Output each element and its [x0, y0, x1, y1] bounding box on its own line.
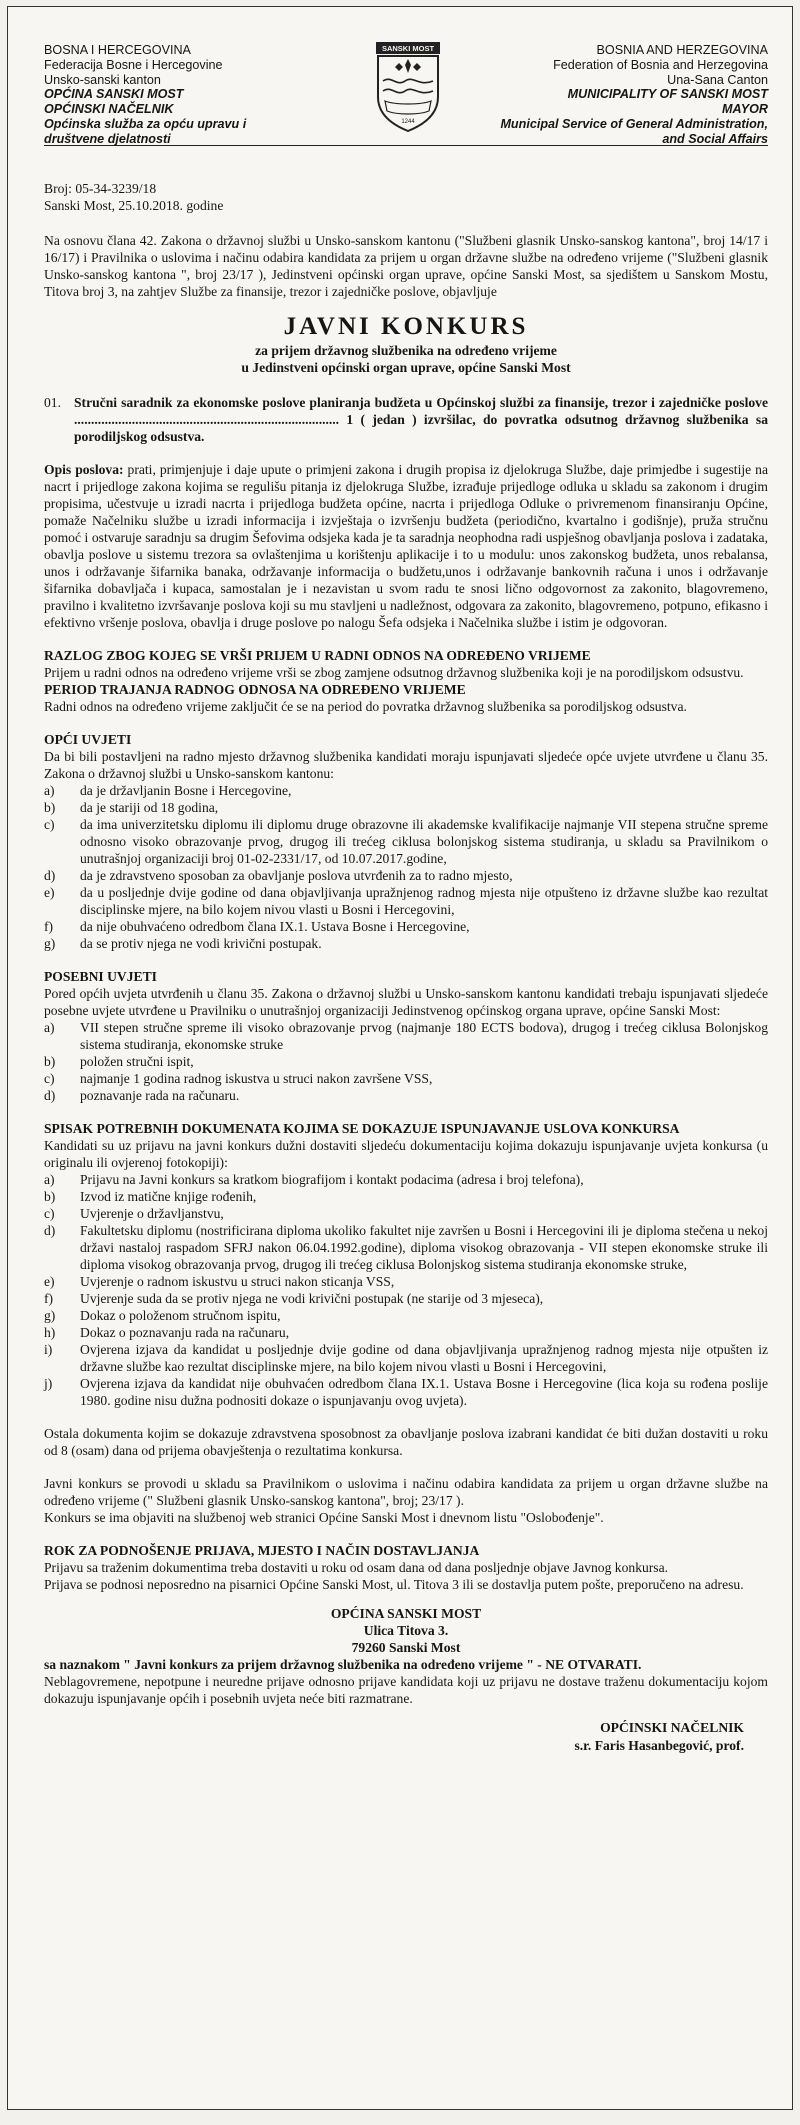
list-item: [44, 1205, 768, 1222]
list-item-text: VII stepen stručne spreme ili visoko obrazovanje prvog (najmanje 180 ECTS bodova), drugog i trećeg ciklusa Bolonjskog sistema studiranja, ekonomske struke: [80, 1020, 768, 1052]
deadline-text: Prijavu sa traženim dokumentima treba dostaviti u roku od osam dana od dana posljednje objave Javnog konkursa.: [44, 1560, 669, 1575]
header-line: MUNICIPALITY OF SANSKI MOST: [567, 87, 768, 102]
list-item-text: Prijavu na Javni konkurs sa kratkom biografijom i kontakt podacima (adresa i broj telefona),: [80, 1172, 584, 1187]
header-line: BOSNIA AND HERZEGOVINA: [596, 43, 768, 57]
header-line: OPĆINSKI NAČELNIK: [44, 102, 174, 117]
document-page: [7, 6, 793, 2110]
list-item-text: Izvod iz matične knjige rođenih,: [80, 1189, 257, 1204]
list-marker: c): [44, 817, 55, 832]
list-item-text: položen stručni ispit,: [80, 1054, 194, 1069]
list-marker: a): [44, 1172, 55, 1187]
list-marker: b): [44, 800, 56, 815]
letterhead-left: [44, 43, 246, 147]
closing-note: Neblagovremene, nepotpune i neuredne prijave odnosno prijave kandidata koji uz prijavu ne dostave traženu dokumentaciju kojom dokazuju ispunjavanje općih i posebnih uvjeta neće biti razmatrane.: [44, 1674, 768, 1706]
subtitle-line: za prijem državnog službenika na određeno vrijeme: [255, 343, 557, 358]
header-line: društvene djelatnosti: [44, 131, 171, 146]
period-heading: PERIOD TRAJANJA RADNOG ODNOSA NA ODREĐENO VRIJEME: [44, 682, 466, 697]
list-item: [44, 799, 768, 816]
header-line: OPĆINA SANSKI MOST: [44, 87, 184, 102]
reference-number: Broj: 05-34-3239/18: [44, 181, 157, 196]
list-item-text: Dokaz o poznavanju rada na računaru,: [80, 1325, 290, 1340]
header-line: Općinska služba za opću upravu i: [44, 116, 247, 131]
list-item-text: Fakultetsku diplomu (nostrificirana diploma ukoliko fakultet nije završen u Bosni i Hercegovini ili je diploma stečena u nekoj državi nastaloj raspadom SFRJ nakon 06.04.1992.godine), diploma visokog obrazovanja - VII stepen ekonomske struke ili diploma visokog obrazovanja prvog, drugog ili trećeg ciklusa Bolonjskog sistema studiranja ekonomske struke,: [80, 1223, 768, 1272]
list-marker: f): [44, 919, 54, 934]
letterhead-right: [500, 43, 768, 147]
list-item: [44, 935, 768, 952]
list-item: [44, 1341, 768, 1375]
list-item: [44, 1171, 768, 1188]
job-description-label: Opis poslova:: [44, 462, 124, 477]
address-line: OPĆINA SANSKI MOST: [330, 1606, 482, 1621]
list-marker: d): [44, 868, 56, 883]
signature-block: [44, 1719, 768, 1755]
list-marker: d): [44, 1088, 56, 1103]
address-line: 79260 Sanski Most: [351, 1640, 461, 1655]
header-line: Unsko-sanski kanton: [44, 72, 161, 87]
header-line: and Social Affairs: [662, 131, 768, 146]
submission-text: Prijava se podnosi neposredno na pisarnici Općine Sanski Most, ul. Titova 3 ili se dostavlja putem pošte, preporučeno na adresu.: [44, 1577, 744, 1592]
document-date: Sanski Most, 25.10.2018. godine: [44, 198, 224, 213]
general-conditions-list: [44, 782, 768, 952]
header-line: Municipal Service of General Administration,: [500, 116, 768, 131]
signatory-name: s.r. Faris Hasanbegović, prof.: [574, 1738, 744, 1753]
header-line: Federation of Bosnia and Herzegovina: [553, 57, 768, 72]
list-item-text: Uvjerenje suda da se protiv njega ne vodi krivični postupak (ne starije od 3 mjeseca),: [80, 1291, 544, 1306]
list-marker: f): [44, 1291, 54, 1306]
list-marker: a): [44, 783, 55, 798]
list-marker: b): [44, 1054, 56, 1069]
envelope-marking: sa naznakom " Javni konkurs za prijem državnog službenika na određeno vrijeme " - NE OTVARATI.: [44, 1657, 642, 1672]
list-item: [44, 1019, 768, 1053]
list-marker: h): [44, 1325, 56, 1340]
list-item: [44, 1375, 768, 1409]
deadline-heading: ROK ZA PODNOŠENJE PRIJAVA, MJESTO I NAČIN DOSTAVLJANJA: [44, 1543, 480, 1558]
list-marker: j): [44, 1376, 53, 1391]
list-item: [44, 1324, 768, 1341]
special-conditions-intro: Pored općih uvjeta utvrđenih u članu 35. Zakona o državnoj službi u Unsko-sanskom kantonu kandidati trebaju ispunjavati sljedeće posebne uvjete utvrđene u Pravilniku o unutrašnjoj organizaciji Jedinstvenog općinskog organa uprave, općine Sanski Most:: [44, 986, 768, 1018]
list-item: [44, 1087, 768, 1104]
list-item: [44, 1070, 768, 1087]
special-conditions-heading: POSEBNI UVJETI: [44, 969, 157, 984]
period-text: Radni odnos na određeno vrijeme zaključit će se na period do povratka državnog službenika sa porodiljskog odsustva.: [44, 699, 687, 714]
list-item: [44, 1273, 768, 1290]
crest-year: 1244: [401, 119, 415, 125]
list-item-text: Dokaz o položenom stručnom ispitu,: [80, 1308, 281, 1323]
regulation-note: Javni konkurs se provodi u skladu sa Pravilnikom o uslovima i načinu odabira kandidata za prijem u organ državne službe na određeno vrijeme (" Službeni glasnik Unsko-sanskog kantona", broj; 23/17 ).: [44, 1476, 768, 1508]
list-marker: d): [44, 1223, 56, 1238]
header-line: BOSNA I HERCEGOVINA: [44, 43, 191, 57]
documents-intro: Kandidati su uz prijavu na javni konkurs dužni dostaviti sljedeću dokumentaciju kojima dokazuju ispunjavanje uvjeta konkursa (u originalu ili ovjerenoj fotokopiji):: [44, 1138, 768, 1170]
crest-label: SANSKI MOST: [381, 44, 435, 53]
list-item: [44, 1053, 768, 1070]
list-item-text: Ovjerena izjava da kandidat nije obuhvaćen odredbom člana IX.1. Ustava Bosne i Hercegovine (lica koja su rođena poslije 1980. godine nisu dužna podnositi dokaze o ispunjavanju ovog uvjeta).: [80, 1376, 768, 1408]
job-description-text: prati, primjenjuje i daje upute o primjeni zakona i drugih propisa iz djelokruga Službe, daje primjedbe i sugestije na nacrt i prijedloge zakona kojima se regulišu pitanja iz djelokruga Službe, izrađuje prijedloge odluka u skladu sa zakonom i drugim propisima, učestvuje u izradi nacrta i prijedloga budžeta općine, nacrta i prijedloga Odluke o privremenom finansiranju Općine, pomaže Načelniku službe u izradi informacija i izvještaja o izvršenju budžeta (periodično, kvartalno i godišnje), pruža stručnu pomoć i ostvaruje saradnju sa drugim Šefovima odsjeka kada je ta saradnja neophodna radi uspješnog obavljanja poslova i zadataka, obavlja poslove u sistemu trezora sa ovlaštenjima u korištenju aplikacije i to u modulu: unos zakonskog budžeta, unos rebalansa, unos i održavanje šifarnika banaka, održavanje informacija o budžetu,unos i održavanje bankovnih računa i unos i održavanje šifarnika dobavljača i kupaca, samostalan je i nezavistan u svom radu te snosi lično odgovornost za zakonito, blagovremeno, pravilno i kvalitetno izvršavanje poslova koji su mu stavljeni u nadležnost, odgovara za zakonito, blagovremeno, potpuno, efikasno i efektivno vršenje poslova, obavlja i druge poslove po nalogu Šefa odsjeka i Načelnika službe i istim je odgovoran.: [44, 462, 768, 630]
signatory-title: OPĆINSKI NAČELNIK: [600, 1720, 744, 1735]
list-item-text: poznavanje rada na računaru.: [80, 1088, 240, 1103]
list-item-text: da je zdravstveno sposoban za obavljanje poslova utvrđenih za to radno mjesto,: [80, 868, 513, 883]
header-line: Una-Sana Canton: [667, 72, 768, 87]
list-item-text: da se protiv njega ne vodi krivični postupak.: [80, 936, 322, 951]
document-body: [44, 180, 768, 1755]
document-meta: [44, 180, 768, 214]
list-item-text: Ovjerena izjava da kandidat u posljednje dvije godine od dana objavljivanja upražnjenog radnog mjesta nije otpušten iz državne službe kao rezultat disciplinske mjere, na bilo kojem nivou vlasti u Bosni i Hercegovini,: [80, 1342, 768, 1374]
intro-paragraph: Na osnovu člana 42. Zakona o državnoj službi u Unsko-sanskom kantonu ("Službeni glasnik Unsko-sanskog kantona", broj 14/17 i 16/17) i Pravilnika o uslovima i načinu odabira kandidata za prijem u organ državne službe na određeno vrijeme ("Službeni glasnik Unsko-sanskog kantona ", broj 23/17 ), Jedinstveni općinski organ uprave, općine Sanski Most, sa sjedištem u Sanskom Mostu, Titova broj 3, na zahtjev Službe za finansije, trezor i zajedničke poslove, objavljuje: [44, 233, 768, 299]
address-line: Ulica Titova 3.: [363, 1623, 449, 1638]
list-item: [44, 816, 768, 867]
list-marker: a): [44, 1020, 55, 1035]
list-item-text: da je stariji od 18 godina,: [80, 800, 219, 815]
list-item: [44, 782, 768, 799]
header-line: MAYOR: [722, 102, 768, 117]
position-entry: [44, 394, 768, 445]
list-item: [44, 884, 768, 918]
list-item-text: najmanje 1 godina radnog iskustva u struci nakon završene VSS,: [80, 1071, 433, 1086]
position-title: Stručni saradnik za ekonomske poslove planiranja budžeta u Općinskoj službi za finansije, trezor i zajedničke poslove .............................................................................. 1 ( jedan ) izvršilac, do povratka odsutnog državnog službenika sa porodiljskog odsustva.: [74, 395, 768, 444]
list-marker: c): [44, 1071, 55, 1086]
job-description: [44, 461, 768, 631]
document-title: JAVNI KONKURS: [283, 313, 529, 340]
list-item-text: da ima univerzitetsku diplomu ili diplomu druge obrazovne ili akademske kvalifikacije najmanje VII stepena stručne spreme odnosno visoko obrazovanje prvog, drugog ili trećeg ciklusa bolonjskog sistema studiranja, u skladu sa Pravilnikom o unutrašnjoj organizaciji broj 01-02-2331/17, od 10.07.2017.godine,: [80, 817, 768, 866]
list-item: [44, 1307, 768, 1324]
reason-text: Prijem u radni odnos na određeno vrijeme vrši se zbog zamjene odsutnog državnog službenika koji je na porodiljskom odsustvu.: [44, 665, 744, 680]
list-marker: g): [44, 1308, 56, 1323]
list-item: [44, 1222, 768, 1273]
publication-note: Konkurs se ima objaviti na službenoj web stranici Općine Sanski Most i dnevnom listu "Oslobođenje".: [44, 1510, 604, 1525]
list-item-text: da je državljanin Bosne i Hercegovine,: [80, 783, 292, 798]
list-item: [44, 867, 768, 884]
subtitle-line: u Jedinstveni općinski organ uprave, općine Sanski Most: [241, 360, 571, 375]
list-marker: c): [44, 1206, 55, 1221]
list-marker: i): [44, 1342, 53, 1357]
documents-heading: SPISAK POTREBNIH DOKUMENATA KOJIMA SE DOKAZUJE ISPUNJAVANJE USLOVA KONKURSA: [44, 1121, 680, 1136]
general-conditions-heading: OPĆI UVJETI: [44, 732, 132, 747]
list-item-text: da u posljednje dvije godine od dana objavljivanja upražnjenog radnog mjesta nije otpušteno iz državne službe kao rezultat disciplinske mjere, na bilo kojem nivou vlasti u Bosni i Hercegovini,: [80, 885, 768, 917]
list-marker: e): [44, 885, 55, 900]
list-item: [44, 1290, 768, 1307]
list-marker: e): [44, 1274, 55, 1289]
position-number: 01.: [44, 395, 61, 410]
general-conditions-intro: Da bi bili postavljeni na radno mjesto državnog službenika kandidati moraju ispunjavati sljedeće opće uvjete utvrđene u članu 35. Zakona o državnoj službi u Unsko-sanskom kantonu:: [44, 749, 768, 781]
list-marker: b): [44, 1189, 56, 1204]
health-note: Ostala dokumenta kojim se dokazuje zdravstvena sposobnost za obavljanje poslova izabrani kandidat će biti dužan dostaviti u roku od 8 (osam) dana od prijema obavještenja o rezultatima konkursa.: [44, 1426, 768, 1458]
special-conditions-list: [44, 1019, 768, 1104]
reason-heading: RAZLOG ZBOG KOJEG SE VRŠI PRIJEM U RADNI ODNOS NA ODREĐENO VRIJEME: [44, 648, 591, 663]
letterhead: [44, 7, 768, 146]
list-marker: g): [44, 936, 56, 951]
header-line: Federacija Bosne i Hercegovine: [44, 57, 223, 72]
list-item-text: Uvjerenje o radnom iskustvu u struci nakon sticanja VSS,: [80, 1274, 395, 1289]
list-item: [44, 1188, 768, 1205]
list-item: [44, 918, 768, 935]
list-item-text: Uvjerenje o državljanstvu,: [80, 1206, 224, 1221]
list-item-text: da nije obuhvaćeno odredbom člana IX.1. Ustava Bosne i Hercegovine,: [80, 919, 470, 934]
documents-list: [44, 1171, 768, 1409]
municipality-crest-icon: [375, 41, 441, 133]
